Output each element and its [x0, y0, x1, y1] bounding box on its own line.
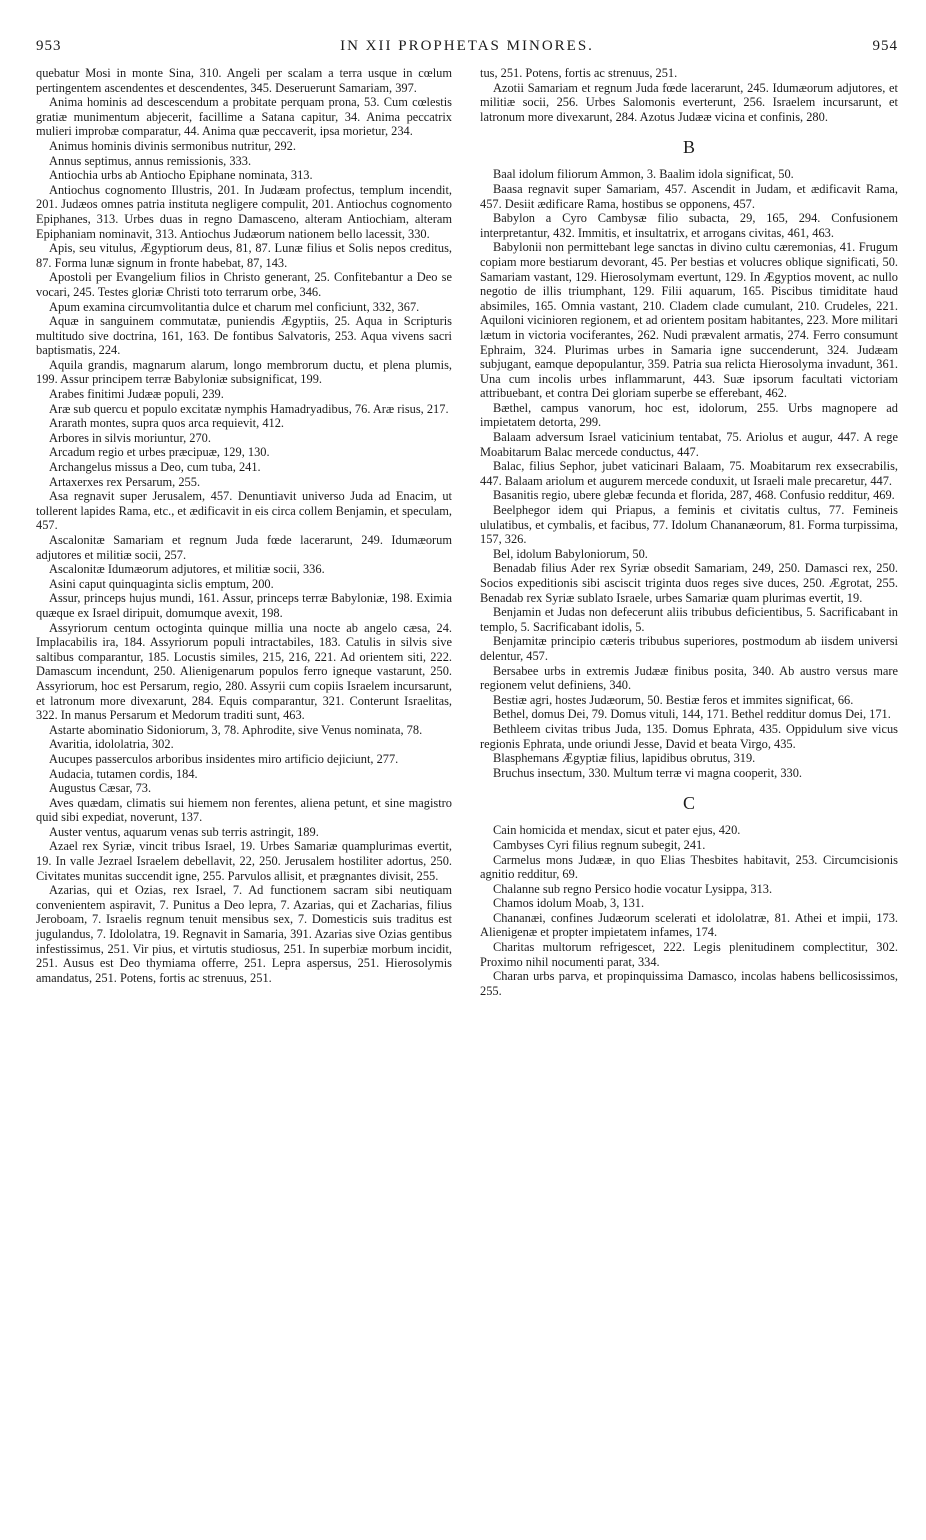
- index-entry: Anima hominis ad descescendum a probitate perquam prona, 53. Cum cœlestis gratiæ munimentum abjecerit, facillime a Satana capitur, 34. Anima peccatrix mulieri improbæ comparatur, 44. Anima quæ peccaverit, ipsa morietur, 234.: [36, 95, 452, 139]
- index-entry: Bæthel, campus vanorum, hoc est, idolorum, 255. Urbs magnopere ad impietatem detorta, 299.: [480, 400, 898, 430]
- index-entry: Ascalonitæ Idumæorum adjutores, et militiæ socii, 336.: [49, 562, 325, 577]
- index-entry: Archangelus missus a Deo, cum tuba, 241.: [49, 460, 261, 475]
- index-entry: Asini caput quinquaginta siclis emptum, 200.: [49, 576, 274, 591]
- index-entry: Antiochus cognomento Illustris, 201. In Judæam profectus, templum incendit, 201. Judæos omnes patria instituta negligere compulit, 201. Antiochus cognomento Epiphanes, 313. Urbes duas in regno Damasceno, alteram Antiochiam, alteram Epiphaniam nominavit, 313. Antiochus Judæorum nationem bello lacessit, 330.: [36, 182, 452, 241]
- index-entry: Avaritia, idololatria, 302.: [49, 737, 174, 752]
- index-entry: Apum examina circumvolitantia dulce et charum mel conficiunt, 332, 367.: [49, 299, 420, 314]
- index-entry: Astarte abominatio Sidoniorum, 3, 78. Aphrodite, sive Venus nominata, 78.: [49, 722, 423, 737]
- page-number-right: 954: [872, 38, 898, 54]
- index-entry: Chananæi, confines Judæorum scelerati et idololatræ, 81. Athei et impii, 173. Alienigenæ et propter impietatem infames, 174.: [480, 910, 898, 940]
- index-entry: Benjamin et Judas non defecerunt aliis tribubus deficientibus, 5. Sacrificabant in templo, 5. Sacrificabant idolis, 5.: [480, 605, 898, 634]
- index-entry: Carmelus mons Judææ, in quo Elias Thesbites habitavit, 253. Circumcisionis agnitio redditur, 69.: [480, 852, 898, 882]
- index-entry: Blasphemans Ægyptiæ filius, lapidibus obrutus, 319.: [493, 751, 756, 766]
- index-entry: Assur, princeps hujus mundi, 161. Assur, princeps terræ Babyloniæ, 198. Eximia quæque ex Israel diripuit, domumque avexit, 198.: [36, 591, 452, 620]
- index-entry: Auster ventus, aquarum venas sub terris astringit, 189.: [49, 824, 319, 839]
- index-entry: Bethel, domus Dei, 79. Domus vituli, 144, 171. Bethel redditur domus Dei, 171.: [493, 707, 891, 722]
- index-entry: Arcadum regio et urbes præcipuæ, 129, 130.: [49, 445, 270, 460]
- index-entry: Aves quædam, climatis sui hiemem non ferentes, aliena petunt, et sine magistro quid sibi expediat, noverunt, 137.: [36, 795, 452, 825]
- index-entry: Bethleem civitas tribus Juda, 135. Domus Ephrata, 435. Oppidulum sive vicus regionis Ephrata, unde oriundi Jesse, David et beata Virgo, 435.: [480, 721, 898, 751]
- index-entry: Arabes finitimi Judææ populi, 239.: [49, 387, 224, 402]
- index-entry: Ararath montes, supra quos arca requievit, 412.: [49, 416, 285, 431]
- index-entry: quebatur Mosi in monte Sina, 310. Angeli per scalam a terra usque in cœlum pertingentem ascendentes et descendentes, 345. Deseruerunt Samariam, 397.: [36, 66, 452, 95]
- index-entry: Benjamitæ principio cæteris tribubus superiores, postmodum ab iisdem universi delentur, 457.: [480, 634, 898, 663]
- section-letter-c: C: [682, 793, 695, 814]
- index-entry: Babylon a Cyro Cambysæ filio subacta, 29, 165, 294. Confusionem interpretantur, 432. Immitis, et insultatrix, et arrogans civitas, 461, 463.: [480, 211, 898, 240]
- index-entry: Aucupes passerculos arboribus insidentes miro artificio dejiciunt, 277.: [49, 751, 399, 766]
- index-entry: Augustus Cæsar, 73.: [49, 781, 152, 796]
- index-entry: Baasa regnavit super Samariam, 457. Ascendit in Judam, et ædificavit Rama, 457. Desiit ædificare Rama, hostibus se opponens, 457.: [480, 181, 898, 211]
- index-entry: Babylonii non permittebant lege sanctas in divino cultu cæremonias, 41. Frugum copiam more bestiarum devorant, 45. Per bestias et volucres oblique significati, 50. Samariam vastant, 129. Hierosolymam evertunt, 129. In Ægyptios movent, ac nullo negotio de illis triumphant, 129. Filii aquarum, 165. Piscibus timiditate haud absimiles, 165. Omnia vastant, 210. Cladem clade cumulant, 210. Crudeles, 221. Aquiloni vicinioren regionem, et ad orientem positam habitantes, 223. More militari lætum in victoria vociferantes, 262. Nudi prævalent armatis, 274. Ferro consumunt Ephraim, 324. Plurimas urbes in Samaria igne succenderunt, 324. Judæam subjugant, eamque depopulantur, 359. Patria sua relicta Hierosolyma invadunt, 361. Una cum incolis urbes inflammarunt, 443. Suæ ipsorum facultati victoriam attribuebant, et contra Dei gloriam superbe se efferebant, 462.: [480, 240, 898, 401]
- index-entry: Azarias, qui et Ozias, rex Israel, 7. Ad functionem sacram sibi neutiquam convenientem aspiravit, 7. Punitus a Deo lepra, 7. Azarias, qui et Zacharias, filius Jeroboam, 7. Israelis regnum tenuit mensibus sex, 7. Domesticis suis traditus est jugulandus, 7. Idololatra, 19. Regnavit in Samaria, 391. Azarias sive Ozias gentibus infestissimus, 251. Vir pius, et virtutis studiosus, 251. In superbiæ morbum incidit, 251. Ausus est Deo thymiama offerre, 251. Lepra aspersus, 251. Hierosolymis amandatus, 251. Potens, fortis ac strenuus, 251.: [36, 883, 452, 985]
- index-entry: Chalanne sub regno Persico hodie vocatur Lysippa, 313.: [493, 881, 773, 896]
- index-entry: Benadab filius Ader rex Syriæ obsedit Samariam, 249, 250. Damasci rex, 250. Socios expeditionis sibi asciscit triginta duos reges sive duces, 250. Ægrotat, 255. Benadab rex Syriæ sublato Israele, urbes Samariæ quam plurimas evertit, 19.: [480, 561, 898, 605]
- running-title: IN XII PROPHETAS MINORES.: [340, 38, 594, 54]
- index-entry: Asa regnavit super Jerusalem, 457. Denuntiavit universo Juda ad Enacim, ut tollerent lapides Rama, etc., et ædificavit in eis circa collem Benjamin, et speculam, 457.: [36, 489, 452, 533]
- index-entry: Audacia, tutamen cordis, 184.: [49, 766, 198, 781]
- index-entry: Arbores in silvis moriuntur, 270.: [49, 430, 211, 445]
- index-entry: Aquila grandis, magnarum alarum, longo membrorum ductu, et plena plumis, 199. Assur principem terræ Babyloniæ subsignificat, 199.: [36, 357, 452, 387]
- index-entry: Bruchus insectum, 330. Multum terræ vi magna cooperit, 330.: [493, 765, 803, 780]
- right-column: [480, 66, 898, 998]
- index-entry: Cain homicida et mendax, sicut et pater ejus, 420.: [493, 823, 741, 838]
- index-entry: Baal idolum filiorum Ammon, 3. Baalim idola significat, 50.: [493, 167, 794, 182]
- index-entry: Cambyses Cyri filius regnum subegit, 241.: [493, 837, 706, 852]
- index-entry: Assyriorum centum octoginta quinque millia una nocte ab angelo cæsa, 24. Implacabilis ira, 184. Assyriorum populi intractabiles, 183. Catulis in silvis sive saltibus comparantur, 185. Locustis similes, 215, 216, 221. Ad orientem siti, 222. Damascum incendunt, 250. Alienigenarum populos ferro igneque vastarunt, 250. Assyriorum, hoc est Persarum, regio, 280. Assyrii cum copiis Israelem incursarunt, et latronum more divexarunt, 284. Equis comparantur, 321. Conterunt Israelitas, 322. In manus Persarum et Medorum traditi sunt, 463.: [36, 620, 452, 723]
- index-entry: Bersabee urbs in extremis Judææ finibus posita, 340. Ab austro versus mare regionem velut definiens, 340.: [480, 663, 898, 693]
- index-entry: Beelphegor idem qui Priapus, a feminis et civitatis cultus, 77. Femineis ululatibus, et cymbalis, et facibus, 77. Idolum Chananæorum, 81. Forma turpissima, 157, 326.: [480, 503, 898, 547]
- index-entry: Aræ sub quercu et populo excitatæ nymphis Hamadryadibus, 76. Aræ risus, 217.: [49, 401, 449, 416]
- index-entry: Basanitis regio, ubere glebæ fecunda et florida, 287, 468. Confusio redditur, 469.: [493, 488, 895, 503]
- index-entry: tus, 251. Potens, fortis ac strenuus, 251.: [480, 66, 678, 80]
- index-entry: Balaam adversum Israel vaticinium tentabat, 75. Ariolus et augur, 447. A rege Moabitarum Balac mercede conductus, 447.: [480, 430, 898, 459]
- index-entry: Artaxerxes rex Persarum, 255.: [49, 474, 201, 489]
- page-header: [36, 38, 898, 58]
- index-entry: Annus septimus, annus remissionis, 333.: [49, 153, 252, 168]
- index-entry: Animus hominis divinis sermonibus nutritur, 292.: [49, 138, 296, 153]
- index-entry: Bestiæ agri, hostes Judæorum, 50. Bestiæ feros et immites significat, 66.: [493, 692, 854, 707]
- index-entry: Aquæ in sanguinem commutatæ, puniendis Ægyptiis, 25. Aqua in Scripturis multitudo sive doctrina, 161, 163. De fontibus Salvatoris, 253. Aqua vivens sacri baptismatis, 224.: [36, 314, 452, 358]
- index-entry: Azotii Samariam et regnum Juda fœde lacerarunt, 245. Idumæorum adjutores, et militiæ socii, 256. Urbes Salomonis everterunt, 256. Israelem incursarunt, et latronum more divexarunt, 284. Azotus Judææ vicina et confinis, 280.: [480, 80, 898, 124]
- index-entry: Charan urbs parva, et propinquissima Damasco, incolas habens bellicosissimos, 255.: [480, 969, 898, 998]
- index-entry: Bel, idolum Babyloniorum, 50.: [493, 546, 648, 561]
- index-entry: Apostoli per Evangelium filios in Christo generant, 25. Confitebantur a Deo se vocari, 245. Testes gloriæ Christi toto terrarum orbe, 346.: [36, 270, 452, 299]
- index-entry: Balac, filius Sephor, jubet vaticinari Balaam, 75. Moabitarum rex exsecrabilis, 447. Balaam ariolum et augurem mercede conduxit, ut Israeli male precaretur, 447.: [480, 459, 898, 488]
- page-number-left: 953: [36, 38, 62, 54]
- index-entry: Apis, seu vitulus, Ægyptiorum deus, 81, 87. Lunæ filius et Solis nepos creditus, 87. Forma lunæ signum in fronte habebat, 87, 143.: [36, 241, 452, 270]
- index-entry: Antiochia urbs ab Antiocho Epiphane nominata, 313.: [49, 168, 313, 183]
- left-column: [36, 66, 452, 985]
- index-entry: Azael rex Syriæ, vincit tribus Israel, 19. Urbes Samariæ quamplurimas evertit, 19. In valle Jezrael Israelem debellavit, 22, 250. Jerusalem hostiliter adortus, 250. Civitates munitas succendit igne, 255. Parvulos allisit, et prægnantes divisit, 255.: [36, 839, 452, 883]
- section-letter-b: B: [682, 137, 695, 158]
- index-entry: Charitas multorum refrigescet, 222. Legis plenitudinem complectitur, 302. Proximo nihil nocumenti parat, 334.: [480, 940, 898, 969]
- index-entry: Ascalonitæ Samariam et regnum Juda fœde lacerarunt, 249. Idumæorum adjutores et militiæ socii, 257.: [36, 533, 452, 562]
- index-entry: Chamos idolum Moab, 3, 131.: [493, 896, 645, 911]
